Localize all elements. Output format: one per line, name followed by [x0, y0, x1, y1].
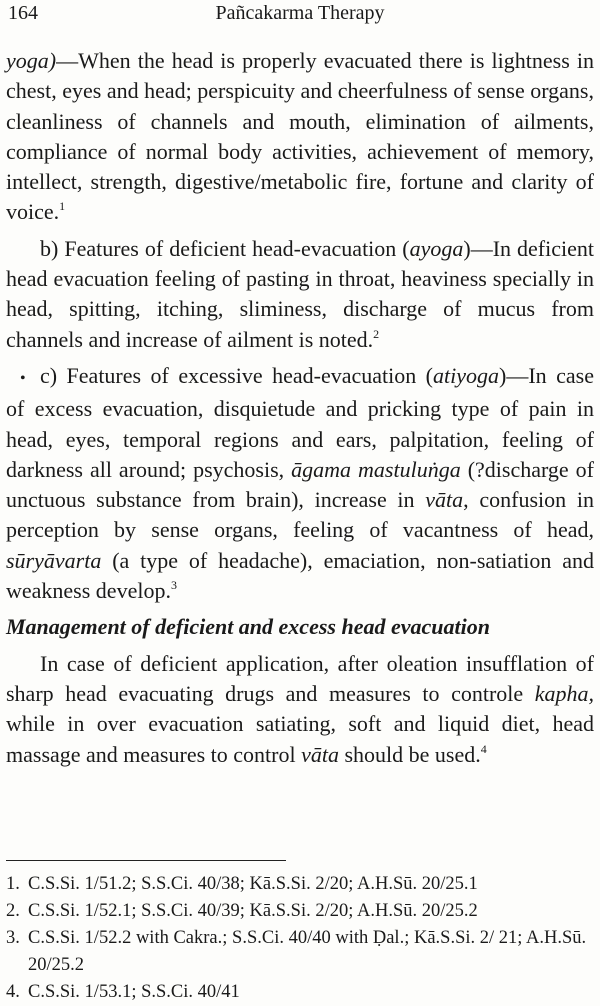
footnote-number: 2. — [6, 901, 20, 921]
page-number: 164 — [8, 2, 38, 24]
footnote-rule — [6, 860, 286, 861]
footnote-text: C.S.Si. 1/52.1; S.S.Ci. 40/39; Kā.S.Si. 2/20; A.H.Sū. 20/25.2 — [28, 901, 478, 921]
footnote — [6, 979, 594, 1006]
footnote-ref-4: 4 — [480, 741, 487, 756]
body-text — [6, 46, 594, 776]
term-suryavarta: sūryāvarta — [6, 547, 102, 573]
term-ayoga: ayoga — [409, 235, 464, 261]
term-yoga: yoga) — [6, 48, 57, 73]
term-atiyoga: atiyoga — [433, 362, 500, 388]
margin-mark: • — [20, 369, 26, 387]
paragraph-text: (?discharge of unctuous substance from brain), increase in — [6, 456, 594, 513]
footnote — [6, 871, 594, 898]
footnotes — [6, 860, 594, 1006]
term-kapha: kapha, — [534, 680, 594, 706]
paragraph-lead: c) Features of excessive head-evacuation ( — [40, 362, 434, 388]
running-head — [6, 0, 594, 30]
footnote-number: 3. — [6, 928, 20, 948]
footnote — [6, 898, 594, 925]
paragraph-excessive-evacuation — [6, 361, 594, 606]
term-agama: āgama — [291, 456, 352, 482]
footnote-number: 4. — [6, 982, 20, 1002]
term-vata: vāta — [301, 741, 339, 767]
paragraph-text: (a type of headache), emaciation, non-satiation and weakness develop. — [6, 547, 594, 604]
paragraph-text — [351, 457, 358, 482]
paragraph-text: —When the head is properly evacuated there is lightness in chest, eyes and head; perspicuity and cheerfulness of sense organs, cleanliness of channels and mouth, elimination of ailments, compliance of normal body activities, achievement of memory, intellect, strength, digestive/metabolic fire, fortune and clarity of voice. — [6, 48, 594, 225]
footnote-text: C.S.Si. 1/52.2 with Cakra.; S.S.Ci. 40/40 with Ḍal.; Kā.S.Si. 2/ 21; A.H.Sū. 20/25.2 — [28, 928, 587, 975]
footnote-ref-2: 2 — [373, 326, 380, 341]
paragraph-text: )—In deficient head evacuation feeling of pasting in throat, heaviness specially in head, spitting, itching, sliminess, discharge of mucus from channels and increase of ailment is noted. — [6, 235, 595, 352]
paragraph-text: In case of deficient application, after oleation insufflation of sharp head evacuating drugs and measures to controle — [6, 650, 594, 706]
running-title: Pañcakarma Therapy — [215, 2, 385, 24]
footnote-ref-3: 3 — [170, 578, 177, 593]
paragraph-text: , confusion in perception by sense organs, feeling of vacantness of head, — [6, 487, 594, 543]
footnote-number: 1. — [6, 874, 20, 894]
paragraph-proper-evacuation — [6, 46, 594, 228]
paragraph-text: should be used. — [338, 741, 481, 767]
paragraph-text: )—In case of excess evacuation, disquietude and pricking type of pain in head, eyes, temporal regions and ears, palpitation, feeling of darkness all around; psychosis, — [6, 362, 594, 482]
footnote-text: C.S.Si. 1/53.1; S.S.Ci. 40/41 — [28, 982, 240, 1002]
footnote-ref-1: 1 — [59, 199, 66, 214]
footnote-text: C.S.Si. 1/51.2; S.S.Ci. 40/38; Kā.S.Si. 2/20; A.H.Sū. 20/25.1 — [28, 874, 478, 894]
term-vata: vāta — [425, 487, 464, 513]
paragraph-text: while in over evacuation satiating, soft and liquid diet, head massage and measures to control — [6, 711, 594, 767]
footnote — [6, 925, 594, 979]
paragraph-management — [6, 649, 594, 770]
paragraph-deficient-evacuation — [6, 234, 594, 355]
term-mastulunga: mastuluṅga — [358, 456, 461, 482]
paragraph-lead: b) Features of deficient head-evacuation ( — [40, 235, 410, 261]
section-heading: Management of deficient and excess head evacuation — [6, 614, 490, 640]
